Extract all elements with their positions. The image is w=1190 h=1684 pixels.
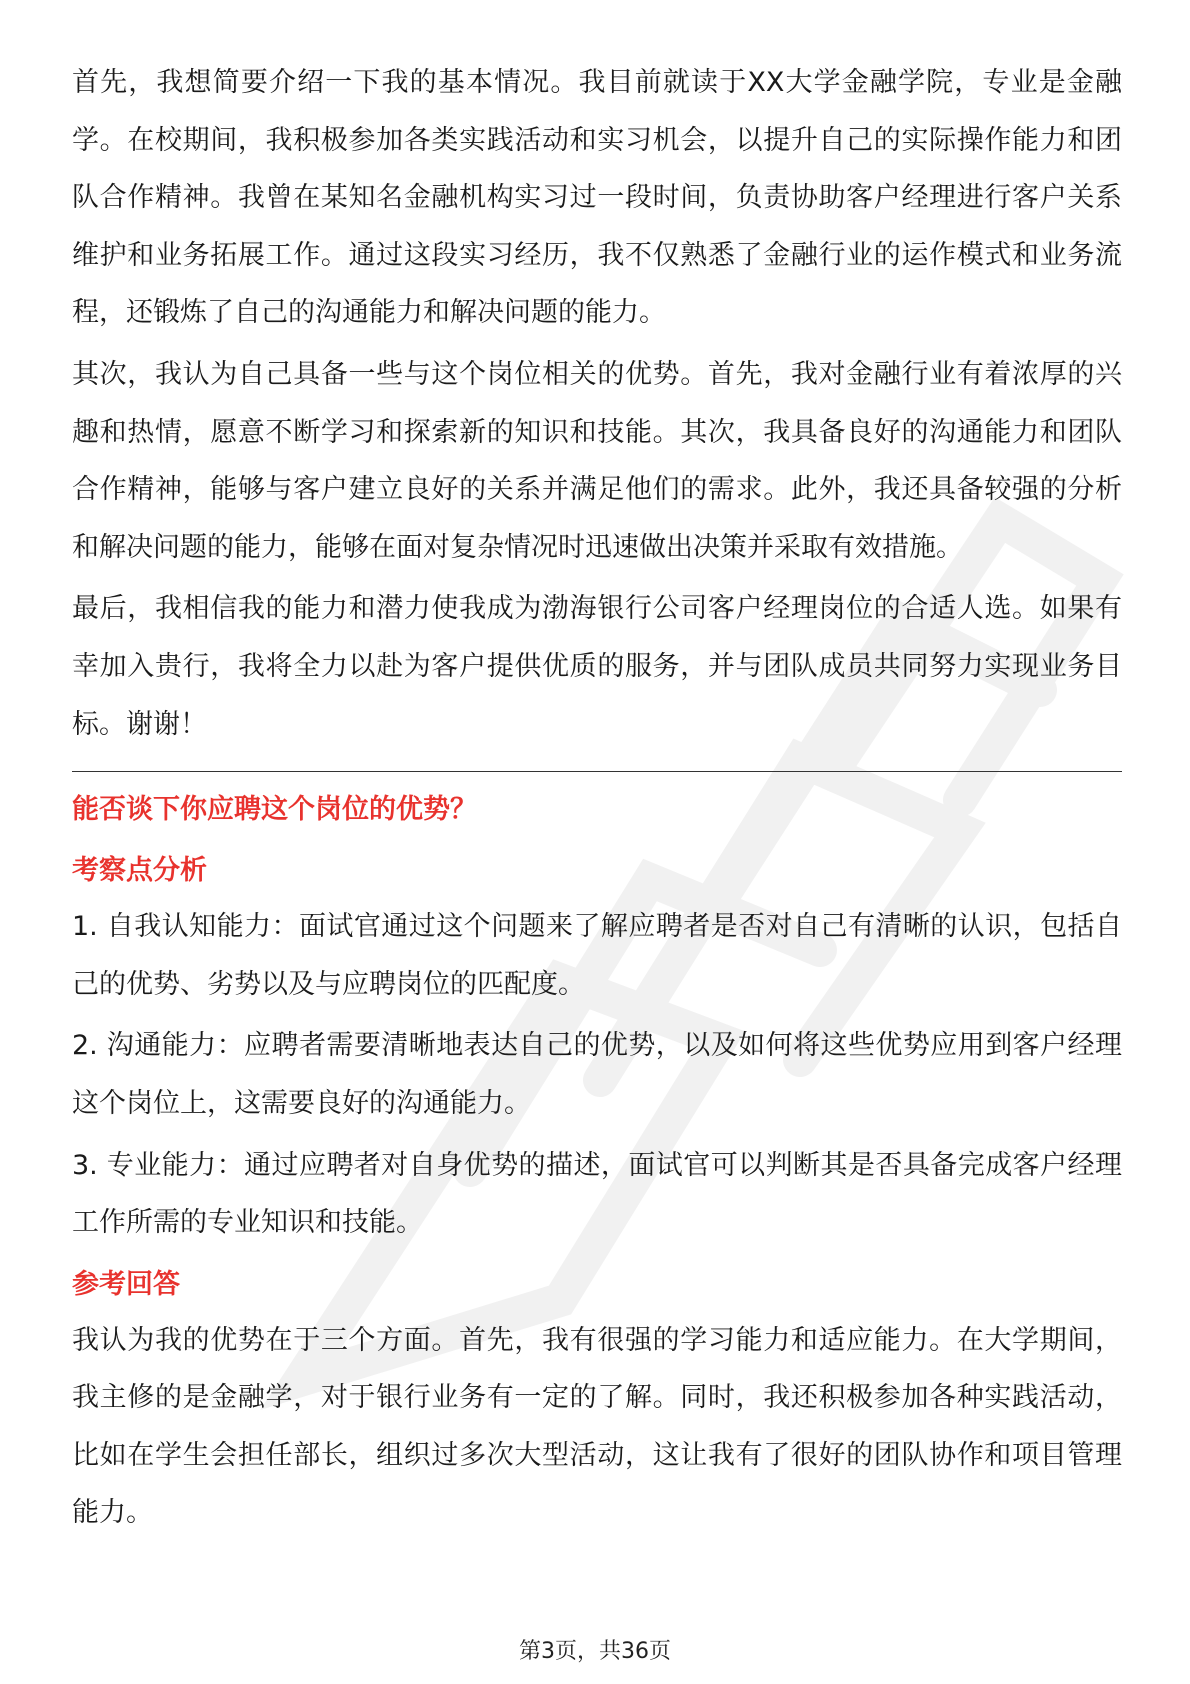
intro-paragraph-1: 首先，我想简要介绍一下我的基本情况。我目前就读于XX大学金融学院，专业是金融学。在校期间，我积极参加各类实践活动和实习机会，以提升自己的实际操作能力和团队合作精神。我曾在某知名金融机构实习过一段时间，负责协助客户经理进行客户关系维护和业务拓展工作。通过这段实习经历，我不仅熟悉了金融行业的运作模式和业务流程，还锻炼了自己的沟通能力和解决问题的能力。 [72,67,1122,329]
document-page [72,54,1122,1546]
page-number: 第3页，共36页 [519,1639,671,1664]
analysis-heading: 考察点分析 [72,855,207,887]
section-divider [72,771,1122,772]
intro-paragraph-2: 其次，我认为自己具备一些与这个岗位相关的优势。首先，我对金融行业有着浓厚的兴趣和热情，愿意不断学习和探索新的知识和技能。其次，我具备良好的沟通能力和团队合作精神，能够与客户建立良好的关系并满足他们的需求。此外，我还具备较强的分析和解决问题的能力，能够在面对复杂情况时迅速做出决策并采取有效措施。 [72,358,1122,563]
analysis-item-2: 2. 沟通能力：应聘者需要清晰地表达自己的优势，以及如何将这些优势应用到客户经理这个岗位上，这需要良好的沟通能力。 [72,1030,1122,1119]
answer-heading: 参考回答 [72,1268,180,1300]
analysis-item-3: 3. 专业能力：通过应聘者对自身优势的描述，面试官可以判断其是否具备完成客户经理工作所需的专业知识和技能。 [72,1149,1122,1239]
intro-paragraph-3: 最后，我相信我的能力和潜力使我成为渤海银行公司客户经理岗位的合适人选。如果有幸加入贵行，我将全力以赴为客户提供优质的服务，并与团队成员共同努力实现业务目标。谢谢！ [72,593,1122,740]
question-heading: 能否谈下你应聘这个岗位的优势？ [72,794,477,826]
analysis-item-1: 1. 自我认知能力：面试官通过这个问题来了解应聘者是否对自己有清晰的认识，包括自己的优势、劣势以及与应聘岗位的匹配度。 [72,911,1122,1000]
answer-paragraph: 我认为我的优势在于三个方面。首先，我有很强的学习能力和适应能力。在大学期间，我主修的是金融学，对于银行业务有一定的了解。同时，我还积极参加各种实践活动，比如在学生会担任部长，组织过多次大型活动，这让我有了很好的团队协作和项目管理能力。 [72,1324,1122,1529]
